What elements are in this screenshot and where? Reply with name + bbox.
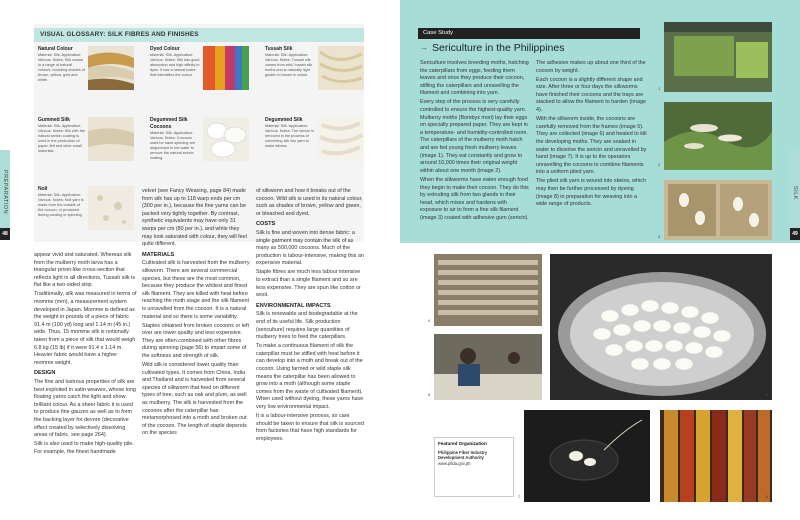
degummed-silk-image [318, 117, 364, 161]
photo-cocoon-bowl [550, 254, 772, 400]
glossary-title: VISUAL GLOSSARY: SILK FIBRES AND FINISHES [34, 28, 364, 42]
featured-heading: Featured Organization [438, 441, 487, 446]
glossary-item-text: Material: Silk. Application: Various. Notes: Noil yarn is made from the outside of the cocoon, or produced during carding or spinning. [38, 193, 84, 217]
featured-org-url[interactable]: www.pfida.gov.ph [438, 460, 471, 466]
glossary-item [38, 117, 86, 161]
glossary-item-text: Material: Silk. Application: Various. Notes: Tussah silk comes from wild, tussah silk moths and is naturally light golden to brown in colour. [265, 53, 313, 77]
arrow-icon: → [420, 43, 428, 52]
degummed-cocoons-image [203, 117, 249, 161]
photo-caption: 2 [658, 162, 661, 167]
tussah-silk-image [318, 46, 364, 90]
glossary-item-text: Material: Silk. Application: Various. Notes: Silk comes in a range of natural colours, including shades of brown, yellow, gold and white. [38, 53, 85, 82]
glossary-item [150, 46, 200, 90]
text-column-3: of silkworm and how it breaks out of the cocoon. Wild silk is used in its natural colour, such as shades of brown, yellow and green, or bleached and dyed. COSTS Silk is fine and woven into dense fabric: a single garment may contain the silk of as many as 500,000 cocoons. Much of the production is labour-intensive, making this an expensive material. Staple fibres are much less labour intensive to extract than a single filament and so are less expensive. They are spun like cotton or wool. ENVIRONMENTAL IMPACTS Silk is renewable and biodegradable at the end of its useful life. Silk production (sericulture) requires large quantities of mulberry trees to feed the caterpillars. To make a continuous filament of silk the caterpillar must be stifled with heat before it can develop into a moth and break out of the cocoon. Using farmed or wild staple silk means the caterpillar has been allowed to grow into a moth (although some staple comes from the waste of cultivated filament). When used without dyeing, these yarns have very low environmental impact. It is a labour-intensive process, so care should be taken to ensure that silk is sourced from factories that have high standards for employees. [256, 188, 364, 442]
featured-org-name: Philippine Fiber Industry Development Authority [438, 449, 488, 461]
featured-organization-box [434, 437, 514, 497]
photo-caption: 7 [518, 494, 521, 499]
text-column-2: velvet (see Fancy Weaving, page 84) made from silk has up to 118 warp ends per cm (300 per in.), because the fine yarns can be packed very tightly together. By contrast, synthetic equivalents may have only 31 warps per cm (80 per in.), and while they may look saturated with colour, they will feel quite different. MATERIALS Cultivated silk is harvested from the mulberry silkworm. There are several commercial species, but these are the most common, because they produce the whitest and finest silk filament. They are killed with heat before reaching the moth stage and the silk filament is unravelled from the cocoon. It is a natural material and so there is some variability. Staples obtained from broken cocoons or left over are lower quality and less expensive. They are often combined with other fibres during spinning (page 56) to impart some of the softness and strength of silk. Wild silk is considered lower quality than cultivated types. It comes from China, India and Thailand and is harvested from several species of silkworm that feed on different types of tree, such as oak and plum, as well as mulberry. The silk is harvested from the cocoons after the caterpillar has metamorphosed into a moth and broken out of the cocoon. The length of staple depends on the species [142, 188, 250, 437]
glossary-item-name: Dyed Colour [150, 46, 180, 52]
case-study-label: Case Study [418, 28, 640, 39]
photo-mulberry-leaves [664, 22, 772, 92]
right-page [400, 0, 800, 520]
dyed-colour-silk-image [203, 46, 249, 90]
page-number: 48 [0, 228, 10, 240]
text-column-1: appear vivid and saturated. Whereas silk from the mulberry moth larva has a triangular prism-like cross-section that reflects light in all directions, Tussah silk is flat like a two-sided strip. Traditionally, silk was measured in terms of momme (mm), a measurement system developed in Japan. Momme is defined as the weight in pounds of a piece of fabric 91.4 m (100 yd) long and 1.14 m (45 in.) wide. Thus, 15 momme silk is notionally taken from a piece of silk that would weigh 6.8 kg (15 lb) if it were 91.4 x 1.14 m. Heavier fabric would have a higher momme weight. DESIGN The fine and lustrous properties of silk are best exploited in satin weaves, whose long floating yarns catch the light and show brilliant colour. As a sheer fabric it is used to produce fine gauzes as well as to form the backing layer for devore (decorative effect created by selectively dissolving areas of fabric, see page 264). Silk is also used to make high-quality pile. For example, the finest handmade [34, 252, 137, 455]
section-tab: PREPARATION [0, 150, 10, 235]
section-tab: SILK [790, 150, 800, 235]
photo-caption: 5 [428, 392, 431, 397]
photo-caption: 6 [766, 392, 769, 397]
photo-dyed-skeins [660, 410, 772, 502]
glossary-item-name: Gummed Silk [38, 117, 70, 123]
glossary-item-name: Noil [38, 186, 48, 192]
photo-caption: 4 [428, 318, 431, 323]
case-study-title: → Sericulture in the Philippines [420, 42, 565, 54]
photo-cocoon-frames [664, 180, 772, 240]
noil-image [88, 186, 134, 230]
case-text-column-1: Sericulture involves breeding moths, hatching the caterpillars from eggs, feeding them leaves and once they produce their cocoon, stifling the caterpillars and unravelling the filament and combining into yarn. Every step of the process is very carefully controlled to ensure the highest-quality yarn. Mulberry moths (Bombyx mori) lay their eggs on specially prepared paper. They are kept in a temperature- and humidity-controlled room. The caterpillars of the mulberry moth hatch and are fed young fresh mulberry leaves (image 1). They eat constantly and grow to around 10,000 times their original weight within about one month (image 2). When the silkworms have eaten enough food they begin to make their cocoon. They do this by extruding silk from two glands in their head, which mixes and hardens with exposure to air to form a fine silk filament (image 3) coated with adhesive gum (sericin). [420, 60, 529, 221]
glossary-item [38, 46, 86, 90]
photo-worker-unravelling [434, 334, 542, 400]
photo-caption: 3 [658, 234, 661, 239]
glossary-item [38, 186, 86, 232]
glossary-item-text: Material: Silk. Application: Various. Notes: Silk has good absorption and high affinity to dyes. It has a natural lustre that intensifies the colour. [150, 53, 200, 77]
glossary-item-name: Tussah Silk [265, 46, 293, 52]
glossary-item-text: Material: Silk. Application: Various. Notes: Silk with the natural sericin coating is used in the production of paper, felt and other small materials. [38, 124, 85, 153]
glossary-item [150, 117, 200, 163]
photo-stacked-trays [434, 254, 542, 326]
photo-hand-unravelling [524, 410, 650, 502]
glossary-item-name: Natural Colour [38, 46, 73, 52]
case-text-column-2: The adhesive makes up about one third of the cocoon by weight. Each cocoon is a slightly different shape and size. After three or four days the silkworms have finished their cocoons and the trays are stacked to allow the filament to harden (image 4). With the silkworm inside, the cocoons are carefully removed from the frames (image 5). They are collected (image 6) and heated to kill the developing moths. They are soaked in water to dissolve the sericin and unravelled by hand (image 7). It is up to the operators unravelling the cocoons to combine filaments into a uniform plied yarn. The plied silk yarn is wound into skeins, which may then be further processed by dyeing (image 8) in preparation for weaving into a wide range of products. [536, 60, 647, 208]
glossary-item-text: Material: Silk. Application: Various. Notes: The sericin is removed in the process of converting silk into yarn to make fabrics. [265, 124, 315, 148]
gummed-silk-image [88, 117, 134, 161]
photo-silkworms [664, 102, 772, 170]
glossary-item-name: Degummed Silk [265, 117, 303, 123]
photo-caption: 8 [766, 494, 769, 499]
photo-caption: 1 [658, 86, 661, 91]
page-number: 49 [790, 228, 800, 240]
glossary-item [265, 117, 315, 161]
glossary-item-text: Material: Silk. Application: Various. Notes: Cocoons used for hand spinning are degummed in hot water to remove the natural sericin coating. [150, 131, 195, 160]
natural-colour-silk-image [88, 46, 134, 90]
glossary-item-name: Degummed Silk Cocoons [150, 117, 188, 130]
glossary-item [265, 46, 315, 90]
